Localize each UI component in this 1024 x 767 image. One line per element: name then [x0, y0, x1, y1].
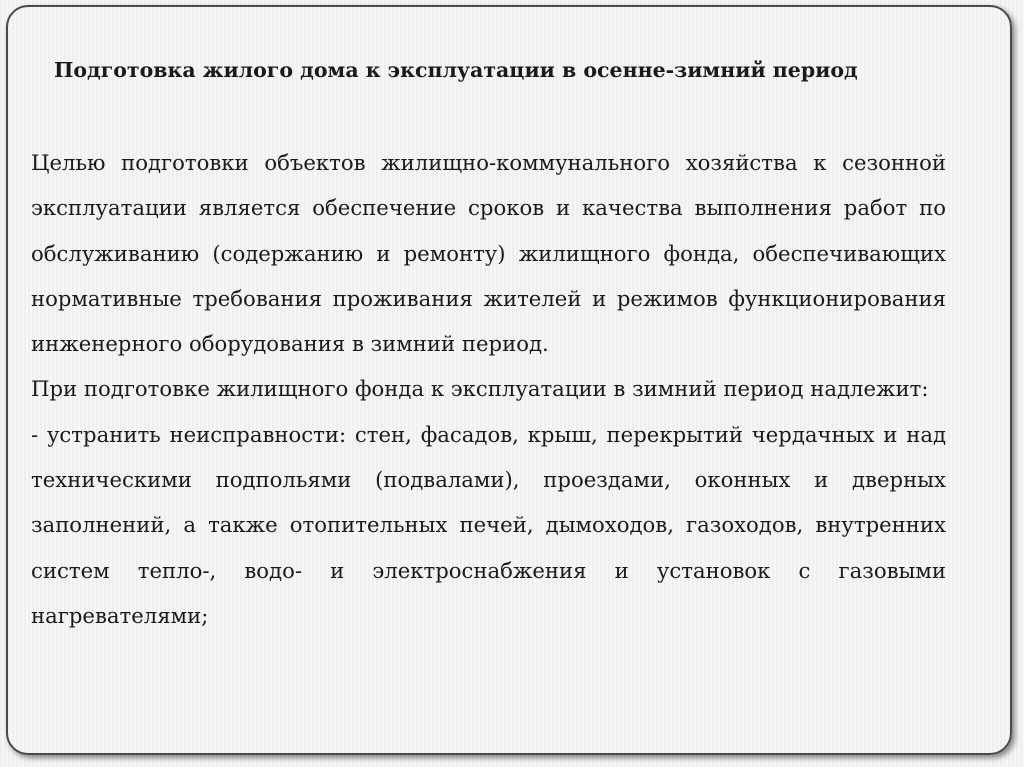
paragraph-repair-list: - устранить неисправности: стен, фасадов, крыш, перекрытий чердачных и над техническими подпольями (подвалами), проездами, оконных и дверных заполнений, а также отопительных печей, дымоходов, газоходов, внутренних систем тепло-, водо- и электроснабжения и установок с газовыми нагревателями;: [31, 421, 946, 628]
slide-body: [31, 140, 946, 638]
paragraph-goal: Целью подготовки объектов жилищно-коммунального хозяйства к сезонной эксплуатации является обеспечение сроков и качества выполнения работ по обслуживанию (содержанию и ремонту) жилищного фонда, обеспечивающих нормативные требования проживания жителей и режимов функционирования инженерного оборудования в зимний период.: [31, 150, 946, 357]
paragraph-requirements-intro: При подготовке жилищного фонда к эксплуатации в зимний период надлежит:: [31, 376, 929, 402]
slide-title: Подготовка жилого дома к эксплуатации в осенне-зимний период: [54, 58, 858, 82]
